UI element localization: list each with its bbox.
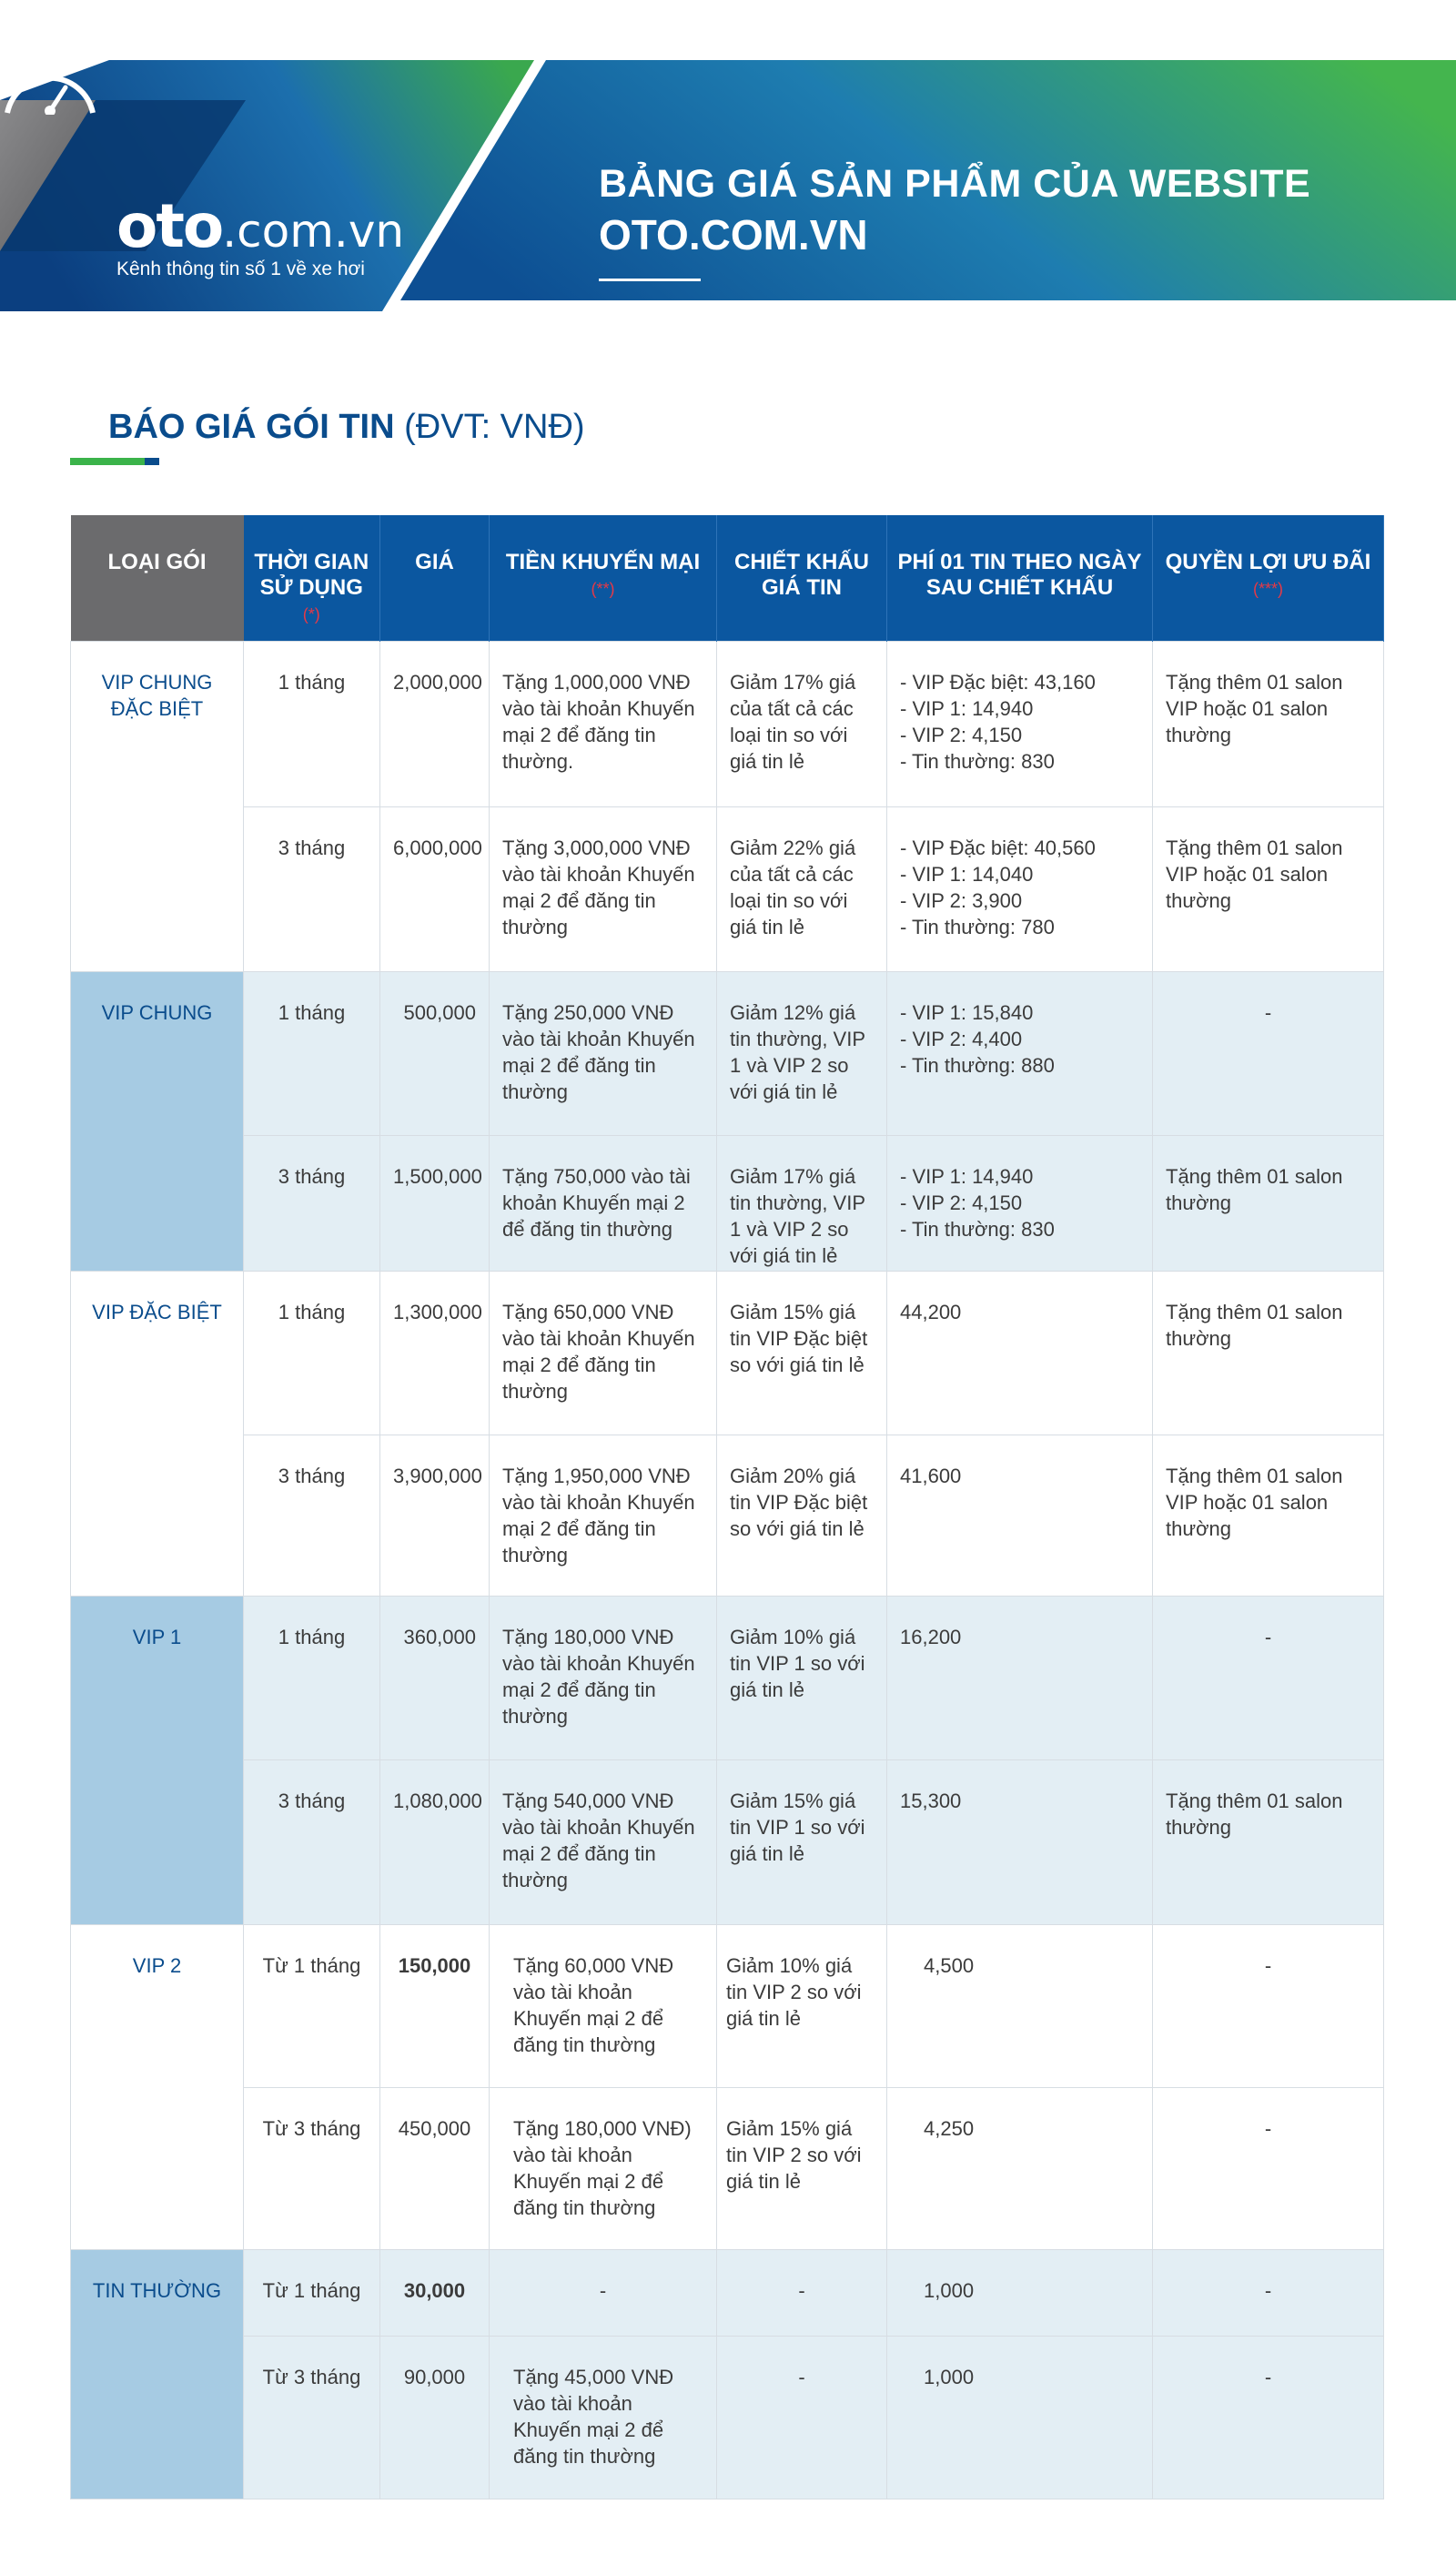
logo-domain: .com.vn: [222, 205, 405, 258]
title-divider: [599, 279, 701, 281]
discount-cell: Giảm 22% giá của tất cả các loại tin so với giá tin lẻ: [717, 806, 887, 971]
col-header-promo: TIỀN KHUYẾN MẠI (**): [490, 515, 717, 641]
table-row: [71, 641, 1384, 806]
fee-cell: 1,000: [887, 2336, 1153, 2499]
package-type: VIP 2: [71, 1924, 244, 2249]
table-row: [71, 2249, 1384, 2336]
promo-cell: Tặng 3,000,000 VNĐ vào tài khoản Khuyến mại 2 để đăng tin thường: [490, 806, 717, 971]
promo-cell: Tặng 45,000 VNĐ vào tài khoản Khuyến mại 2 để đăng tin thường: [490, 2336, 717, 2499]
duration-cell: 1 tháng: [244, 641, 380, 806]
logo-text: oto: [116, 191, 223, 261]
promo-cell: Tặng 540,000 VNĐ vào tài khoản Khuyến mại 2 để đăng tin thường: [490, 1759, 717, 1924]
table-row: [71, 1135, 1384, 1271]
section-underline: [70, 458, 159, 465]
duration-cell: 3 tháng: [244, 806, 380, 971]
promo-cell: Tặng 1,950,000 VNĐ vào tài khoản Khuyến mại 2 để đăng tin thường: [490, 1435, 717, 1596]
promo-cell: Tặng 60,000 VNĐ vào tài khoản Khuyến mại 2 để đăng tin thường: [490, 1924, 717, 2087]
discount-cell: Giảm 20% giá tin VIP Đặc biệt so với giá tin lẻ: [717, 1435, 887, 1596]
section-title-unit: (ĐVT: VNĐ): [404, 408, 585, 446]
fee-cell: 41,600: [887, 1435, 1153, 1596]
price-cell: 150,000: [380, 1924, 490, 2087]
header-banner: [0, 60, 1456, 327]
table-row: [71, 1596, 1384, 1759]
benefit-cell: Tặng thêm 01 salon VIP hoặc 01 salon thường: [1153, 806, 1384, 971]
page-title-site: OTO.COM.VN: [599, 211, 868, 259]
table-row: [71, 806, 1384, 971]
speedometer-icon: [0, 60, 100, 115]
discount-cell: Giảm 17% giá của tất cả các loại tin so với giá tin lẻ: [717, 641, 887, 806]
table-row: [71, 1435, 1384, 1596]
col-header-fee: PHÍ 01 TIN THEO NGÀY SAU CHIẾT KHẤU: [887, 515, 1153, 641]
discount-cell: -: [717, 2336, 887, 2499]
benefit-cell: Tặng thêm 01 salon VIP hoặc 01 salon thường: [1153, 641, 1384, 806]
duration-cell: 1 tháng: [244, 1596, 380, 1759]
logo: [116, 191, 405, 280]
benefit-cell: Tặng thêm 01 salon thường: [1153, 1271, 1384, 1435]
fee-cell: - VIP Đặc biệt: 40,560 - VIP 1: 14,040 - VIP 2: 3,900 - Tin thường: 780: [887, 806, 1153, 971]
discount-cell: Giảm 17% giá tin thường, VIP 1 và VIP 2 so với giá tin lẻ: [717, 1135, 887, 1271]
table-row: [71, 1271, 1384, 1435]
table-row: [71, 1924, 1384, 2087]
benefit-cell: -: [1153, 1924, 1384, 2087]
duration-cell: 3 tháng: [244, 1759, 380, 1924]
benefit-cell: -: [1153, 2087, 1384, 2249]
promo-cell: Tặng 750,000 vào tài khoản Khuyến mại 2 để đăng tin thường: [490, 1135, 717, 1271]
package-type: VIP CHUNG ĐẶC BIỆT: [71, 641, 244, 971]
duration-cell: Từ 3 tháng: [244, 2336, 380, 2499]
fee-cell: 4,250: [887, 2087, 1153, 2249]
duration-cell: 3 tháng: [244, 1435, 380, 1596]
fee-cell: - VIP Đặc biệt: 43,160 - VIP 1: 14,940 - VIP 2: 4,150 - Tin thường: 830: [887, 641, 1153, 806]
duration-cell: Từ 1 tháng: [244, 2249, 380, 2336]
price-cell: 360,000: [380, 1596, 490, 1759]
package-type: VIP CHUNG: [71, 971, 244, 1271]
col-header-type: LOẠI GÓI: [71, 515, 244, 641]
col-header-duration: THỜI GIAN SỬ DỤNG (*): [244, 515, 380, 641]
benefit-cell: -: [1153, 1596, 1384, 1759]
benefit-cell: Tặng thêm 01 salon thường: [1153, 1135, 1384, 1271]
price-cell: 1,500,000: [380, 1135, 490, 1271]
duration-cell: Từ 3 tháng: [244, 2087, 380, 2249]
col-header-discount: CHIẾT KHẤU GIÁ TIN: [717, 515, 887, 641]
price-table: [70, 515, 1384, 2499]
section-title: [108, 408, 585, 447]
benefit-cell: Tặng thêm 01 salon VIP hoặc 01 salon thường: [1153, 1435, 1384, 1596]
promo-cell: Tặng 1,000,000 VNĐ vào tài khoản Khuyến mại 2 để đăng tin thường.: [490, 641, 717, 806]
promo-cell: Tặng 180,000 VNĐ vào tài khoản Khuyến mại 2 để đăng tin thường: [490, 1596, 717, 1759]
header-title-block: [599, 158, 1310, 328]
table-row: [71, 2336, 1384, 2499]
benefit-cell: -: [1153, 2336, 1384, 2499]
promo-cell: Tặng 650,000 VNĐ vào tài khoản Khuyến mại 2 để đăng tin thường: [490, 1271, 717, 1435]
promo-cell: Tặng 180,000 VNĐ) vào tài khoản Khuyến mại 2 để đăng tin thường: [490, 2087, 717, 2249]
discount-cell: Giảm 10% giá tin VIP 1 so với giá tin lẻ: [717, 1596, 887, 1759]
package-type: TIN THƯỜNG: [71, 2249, 244, 2499]
fee-cell: 4,500: [887, 1924, 1153, 2087]
fee-cell: 15,300: [887, 1759, 1153, 1924]
logo-tagline: Kênh thông tin số 1 về xe hơi: [116, 259, 365, 279]
price-cell: 1,300,000: [380, 1271, 490, 1435]
price-cell: 3,900,000: [380, 1435, 490, 1596]
table-row: [71, 971, 1384, 1135]
benefit-cell: Tặng thêm 01 salon thường: [1153, 1759, 1384, 1924]
section-title-main: BÁO GIÁ GÓI TIN: [108, 408, 395, 446]
fee-cell: - VIP 1: 14,940 - VIP 2: 4,150 - Tin thường: 830: [887, 1135, 1153, 1271]
col-header-price: GIÁ: [380, 515, 490, 641]
package-type: VIP ĐẶC BIỆT: [71, 1271, 244, 1596]
duration-cell: 1 tháng: [244, 971, 380, 1135]
price-cell: 1,080,000: [380, 1759, 490, 1924]
package-type: VIP 1: [71, 1596, 244, 1924]
table-row: [71, 1759, 1384, 1924]
price-cell: 30,000: [380, 2249, 490, 2336]
discount-cell: Giảm 10% giá tin VIP 2 so với giá tin lẻ: [717, 1924, 887, 2087]
benefit-cell: -: [1153, 2249, 1384, 2336]
price-cell: 450,000: [380, 2087, 490, 2249]
discount-cell: Giảm 15% giá tin VIP 1 so với giá tin lẻ: [717, 1759, 887, 1924]
discount-cell: Giảm 15% giá tin VIP Đặc biệt so với giá tin lẻ: [717, 1271, 887, 1435]
discount-cell: Giảm 15% giá tin VIP 2 so với giá tin lẻ: [717, 2087, 887, 2249]
discount-cell: Giảm 12% giá tin thường, VIP 1 và VIP 2 so với giá tin lẻ: [717, 971, 887, 1135]
fee-cell: 16,200: [887, 1596, 1153, 1759]
effective-date: (Thời gian áp dụng: Kể từ ngày 02/01/2019): [599, 299, 1061, 327]
promo-cell: -: [490, 2249, 717, 2336]
price-cell: 6,000,000: [380, 806, 490, 971]
fee-cell: 44,200: [887, 1271, 1153, 1435]
col-header-benefit: QUYỀN LỢI ƯU ĐÃI (***): [1153, 515, 1384, 641]
benefit-cell: -: [1153, 971, 1384, 1135]
duration-cell: Từ 1 tháng: [244, 1924, 380, 2087]
promo-cell: Tặng 250,000 VNĐ vào tài khoản Khuyến mại 2 để đăng tin thường: [490, 971, 717, 1135]
duration-cell: 1 tháng: [244, 1271, 380, 1435]
page-title: BẢNG GIÁ SẢN PHẨM CỦA WEBSITE: [599, 162, 1311, 206]
discount-cell: -: [717, 2249, 887, 2336]
table-header-row: [71, 515, 1384, 641]
price-cell: 2,000,000: [380, 641, 490, 806]
duration-cell: 3 tháng: [244, 1135, 380, 1271]
price-cell: 500,000: [380, 971, 490, 1135]
fee-cell: - VIP 1: 15,840 - VIP 2: 4,400 - Tin thường: 880: [887, 971, 1153, 1135]
price-cell: 90,000: [380, 2336, 490, 2499]
table-row: [71, 2087, 1384, 2249]
fee-cell: 1,000: [887, 2249, 1153, 2336]
